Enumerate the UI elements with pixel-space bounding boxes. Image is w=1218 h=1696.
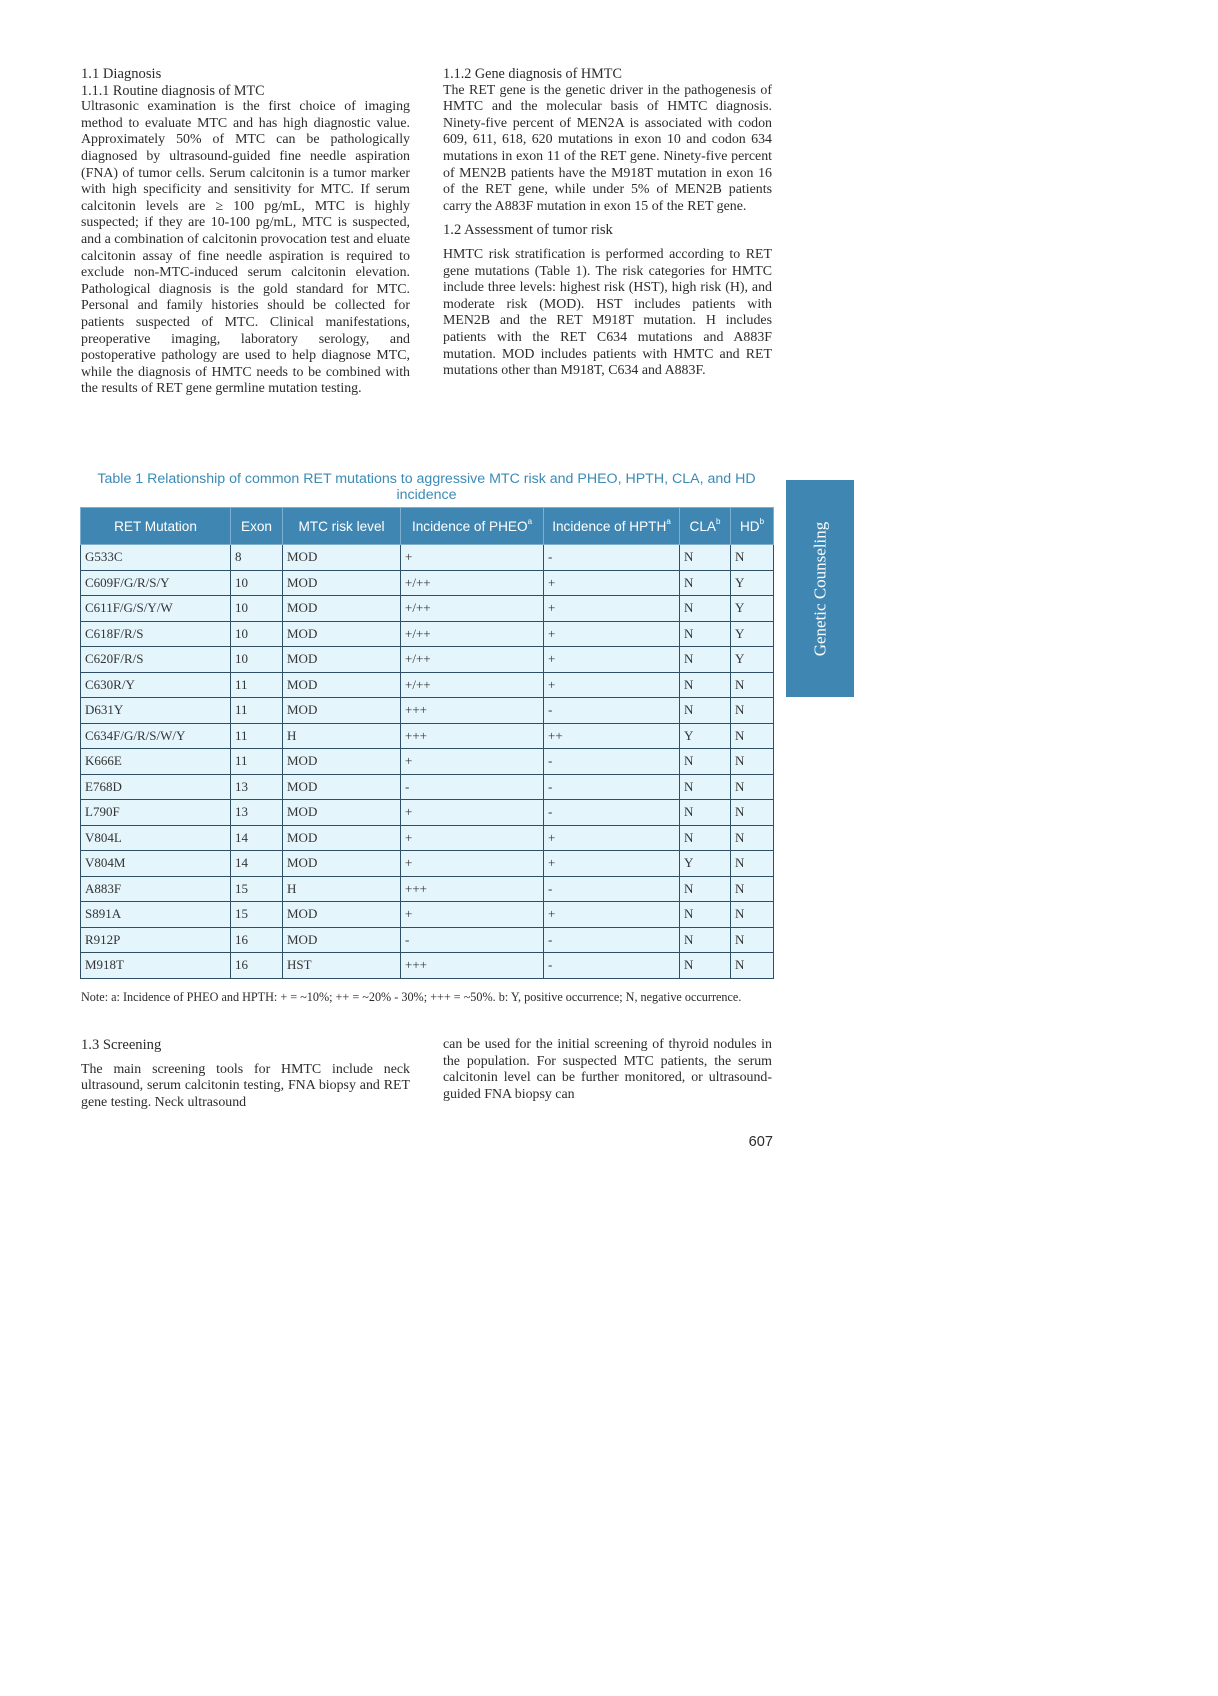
table-row [81, 774, 774, 800]
cell-risk: MOD [283, 672, 401, 698]
cell-mutation: A883F [81, 876, 231, 902]
cell-risk: MOD [283, 800, 401, 826]
cell-hd: N [731, 927, 774, 953]
cell-hd: N [731, 953, 774, 979]
header-incidence-pheo: Incidence of PHEO$^a$ [401, 508, 544, 545]
cell-pheo: +/++ [401, 672, 544, 698]
left-column [81, 66, 410, 398]
cell-hd: N [731, 876, 774, 902]
cell-exon: 15 [231, 902, 283, 928]
cell-pheo: - [401, 927, 544, 953]
table-row [81, 723, 774, 749]
cell-hd: N [731, 545, 774, 571]
cell-hd: Y [731, 570, 774, 596]
cell-hpth: - [544, 774, 680, 800]
table-row [81, 647, 774, 673]
header-hd: $HD^b$ [731, 508, 774, 545]
cell-exon: 10 [231, 647, 283, 673]
cell-hd: N [731, 851, 774, 877]
cell-hpth: + [544, 647, 680, 673]
cell-cla: N [680, 545, 731, 571]
cell-pheo: - [401, 774, 544, 800]
cell-hpth: + [544, 851, 680, 877]
cell-hpth: + [544, 902, 680, 928]
cell-hd: N [731, 723, 774, 749]
cell-hpth: - [544, 698, 680, 724]
cell-mutation: V804L [81, 825, 231, 851]
cell-mutation: R912P [81, 927, 231, 953]
cell-cla: N [680, 621, 731, 647]
cell-cla: N [680, 953, 731, 979]
routine-diagnosis-paragraph: Ultrasonic examination is the first choice of imaging method to evaluate MTC and has high diagnostic value. Approximately 50% of MTC can be pathologically diagnosed by ultrasound-guided fine needle aspiration (FNA) of tumor cells. Serum calcitonin is a tumor marker with high specificity and sensitivity for MTC. If serum calcitonin levels are ≥ 100 pg/mL, MTC is highly suspected; if they are 10-100 pg/mL, MTC is suspected, and a combination of calcitonin provocation test and eluate calcitonin assay of fine needle aspiration is required to exclude non-MTC-induced serum calcitonin elevation. Pathological diagnosis is the gold standard for MTC. Personal and family histories should be collected for patients suspected of MTC. Clinical manifestations, preoperative imaging, laboratory serology, and postoperative pathology are used to help diagnose MTC, while the diagnosis of HMTC needs to be combined with the results of RET gene germline mutation testing. [81, 99, 410, 397]
cell-hd: N [731, 800, 774, 826]
cell-cla: N [680, 570, 731, 596]
cell-pheo: +++ [401, 876, 544, 902]
table-row [81, 749, 774, 775]
cell-pheo: +/++ [401, 596, 544, 622]
screening-paragraph-left: The main screening tools for HMTC include neck ultrasound, serum calcitonin testing, FNA biopsy and RET gene testing. Neck ultrasound [81, 1061, 410, 1110]
cell-exon: 10 [231, 570, 283, 596]
cell-exon: 11 [231, 723, 283, 749]
cell-hd: N [731, 749, 774, 775]
subsection-title-routine-diagnosis: 1.1.1 Routine diagnosis of MTC [81, 82, 265, 99]
cell-risk: MOD [283, 825, 401, 851]
table-row [81, 672, 774, 698]
cell-cla: Y [680, 851, 731, 877]
cell-hpth: + [544, 570, 680, 596]
right-column [443, 66, 772, 380]
cell-cla: N [680, 902, 731, 928]
cell-pheo: + [401, 749, 544, 775]
cell-mutation: E768D [81, 774, 231, 800]
cell-risk: MOD [283, 749, 401, 775]
cell-mutation: G533C [81, 545, 231, 571]
cell-risk: MOD [283, 774, 401, 800]
cell-risk: MOD [283, 647, 401, 673]
table-row [81, 825, 774, 851]
cell-pheo: + [401, 851, 544, 877]
table-caption: Table 1 Relationship of common RET mutations to aggressive MTC risk and PHEO, HPTH, CLA, and HD incidence [97, 471, 756, 503]
cell-risk: MOD [283, 621, 401, 647]
table-row [81, 596, 774, 622]
cell-hpth: - [544, 800, 680, 826]
cell-exon: 13 [231, 800, 283, 826]
cell-risk: MOD [283, 851, 401, 877]
cell-hd: Y [731, 621, 774, 647]
side-tab [786, 480, 854, 697]
table-row [81, 902, 774, 928]
cell-cla: N [680, 927, 731, 953]
cell-hpth: - [544, 876, 680, 902]
cell-hpth: ++ [544, 723, 680, 749]
cell-pheo: +/++ [401, 570, 544, 596]
cell-hpth: - [544, 927, 680, 953]
cell-cla: N [680, 672, 731, 698]
cell-exon: 14 [231, 825, 283, 851]
cell-risk: MOD [283, 927, 401, 953]
table-row [81, 800, 774, 826]
cell-mutation: L790F [81, 800, 231, 826]
cell-exon: 11 [231, 749, 283, 775]
cell-hpth: + [544, 621, 680, 647]
header-cla: CLA$^b$ [680, 508, 731, 545]
cell-hd: Y [731, 596, 774, 622]
cell-pheo: +++ [401, 698, 544, 724]
cell-hd: N [731, 672, 774, 698]
cell-pheo: +/++ [401, 647, 544, 673]
table-row [81, 851, 774, 877]
cell-risk: MOD [283, 545, 401, 571]
cell-pheo: + [401, 800, 544, 826]
table-header-row [81, 508, 774, 545]
cell-risk: MOD [283, 570, 401, 596]
cell-risk: H [283, 876, 401, 902]
screening-left-column [81, 1037, 410, 1111]
cell-pheo: +/++ [401, 621, 544, 647]
cell-hpth: - [544, 545, 680, 571]
cell-exon: 13 [231, 774, 283, 800]
cell-hpth: + [544, 596, 680, 622]
cell-cla: Y [680, 723, 731, 749]
cell-pheo: +++ [401, 953, 544, 979]
tumor-risk-paragraph: HMTC risk stratification is performed according to RET gene mutations (Table 1). The risk categories for HMTC include three levels: highest risk (HST), high risk (H), and moderate risk (MOD). HST includes patients with MEN2B and the RET M918T mutation. H includes patients with the RET C634 mutations and A883F mutation. MOD includes patients with HMTC and RET mutations other than M918T, C634 and A883F. [443, 246, 772, 379]
cell-exon: 11 [231, 698, 283, 724]
cell-exon: 8 [231, 545, 283, 571]
header-incidence-hpth: Incidence of HPTH$^a$ [544, 508, 680, 545]
cell-cla: N [680, 698, 731, 724]
cell-pheo: + [401, 545, 544, 571]
cell-mutation: C630R/Y [81, 672, 231, 698]
section-title-screening: 1.3 Screening [81, 1037, 162, 1053]
cell-hpth: + [544, 825, 680, 851]
header-ret-mutation: RET Mutation [81, 508, 231, 545]
table-row [81, 927, 774, 953]
cell-hd: N [731, 774, 774, 800]
cell-mutation: C620F/R/S [81, 647, 231, 673]
table-row [81, 545, 774, 571]
cell-mutation: V804M [81, 851, 231, 877]
gene-diagnosis-paragraph: The RET gene is the genetic driver in the pathogenesis of HMTC and the molecular basis of HMTC diagnosis. Ninety-five percent of MEN2A is associated with codon 609, 611, 618, 620 mutations in exon 10 and codon 634 mutations in exon 11 of the RET gene. Ninety-five percent of MEN2B patients have the M918T mutation in exon 16 of the RET gene, while under 5% of MEN2B patients carry the A883F mutation in exon 15 of the RET gene. [443, 82, 772, 214]
cell-risk: MOD [283, 698, 401, 724]
cell-cla: N [680, 876, 731, 902]
table-note: Note: a: Incidence of PHEO and HPTH: + = ~10%; ++ = ~20% - 30%; +++ = ~50%. b: Y, positive occurrence; N, negative occurrence. [81, 990, 742, 1004]
cell-mutation: K666E [81, 749, 231, 775]
cell-hpth: - [544, 749, 680, 775]
cell-mutation: C634F/G/R/S/W/Y [81, 723, 231, 749]
table-row [81, 876, 774, 902]
screening-paragraph-right: can be used for the initial screening of thyroid nodules in the population. For suspected MTC patients, the serum calcitonin level can be further monitored, or ultrasound-guided FNA biopsy can [443, 1037, 772, 1102]
cell-risk: MOD [283, 902, 401, 928]
cell-exon: 16 [231, 953, 283, 979]
subsection-title-gene-diagnosis: 1.1.2 Gene diagnosis of HMTC [443, 66, 622, 82]
cell-hd: N [731, 902, 774, 928]
cell-risk: H [283, 723, 401, 749]
section-title-tumor-risk: 1.2 Assessment of tumor risk [443, 222, 613, 239]
cell-cla: N [680, 774, 731, 800]
cell-cla: N [680, 647, 731, 673]
cell-exon: 14 [231, 851, 283, 877]
side-tab-label: Genetic Counseling [810, 521, 829, 656]
table-row [81, 698, 774, 724]
cell-hpth: + [544, 672, 680, 698]
cell-mutation: C618F/R/S [81, 621, 231, 647]
cell-risk: MOD [283, 596, 401, 622]
cell-pheo: +++ [401, 723, 544, 749]
cell-hd: N [731, 698, 774, 724]
cell-hd: Y [731, 647, 774, 673]
cell-mutation: D631Y [81, 698, 231, 724]
cell-cla: N [680, 825, 731, 851]
header-exon: Exon [231, 508, 283, 545]
cell-mutation: S891A [81, 902, 231, 928]
section-title-diagnosis: 1.1 Diagnosis [81, 66, 162, 82]
cell-pheo: + [401, 825, 544, 851]
cell-hd: N [731, 825, 774, 851]
cell-mutation: C611F/G/S/Y/W [81, 596, 231, 622]
cell-cla: N [680, 800, 731, 826]
header-mtc-risk-level: MTC risk level [283, 508, 401, 545]
table-row [81, 953, 774, 979]
cell-exon: 11 [231, 672, 283, 698]
cell-exon: 15 [231, 876, 283, 902]
ret-mutation-table [80, 507, 774, 979]
cell-risk: HST [283, 953, 401, 979]
cell-exon: 10 [231, 596, 283, 622]
table-row [81, 570, 774, 596]
cell-exon: 10 [231, 621, 283, 647]
cell-mutation: C609F/G/R/S/Y [81, 570, 231, 596]
cell-exon: 16 [231, 927, 283, 953]
cell-cla: N [680, 749, 731, 775]
table-row [81, 621, 774, 647]
cell-mutation: M918T [81, 953, 231, 979]
cell-pheo: + [401, 902, 544, 928]
cell-cla: N [680, 596, 731, 622]
cell-hpth: - [544, 953, 680, 979]
page-number: 607 [748, 1134, 773, 1150]
screening-right-column [443, 1037, 772, 1103]
